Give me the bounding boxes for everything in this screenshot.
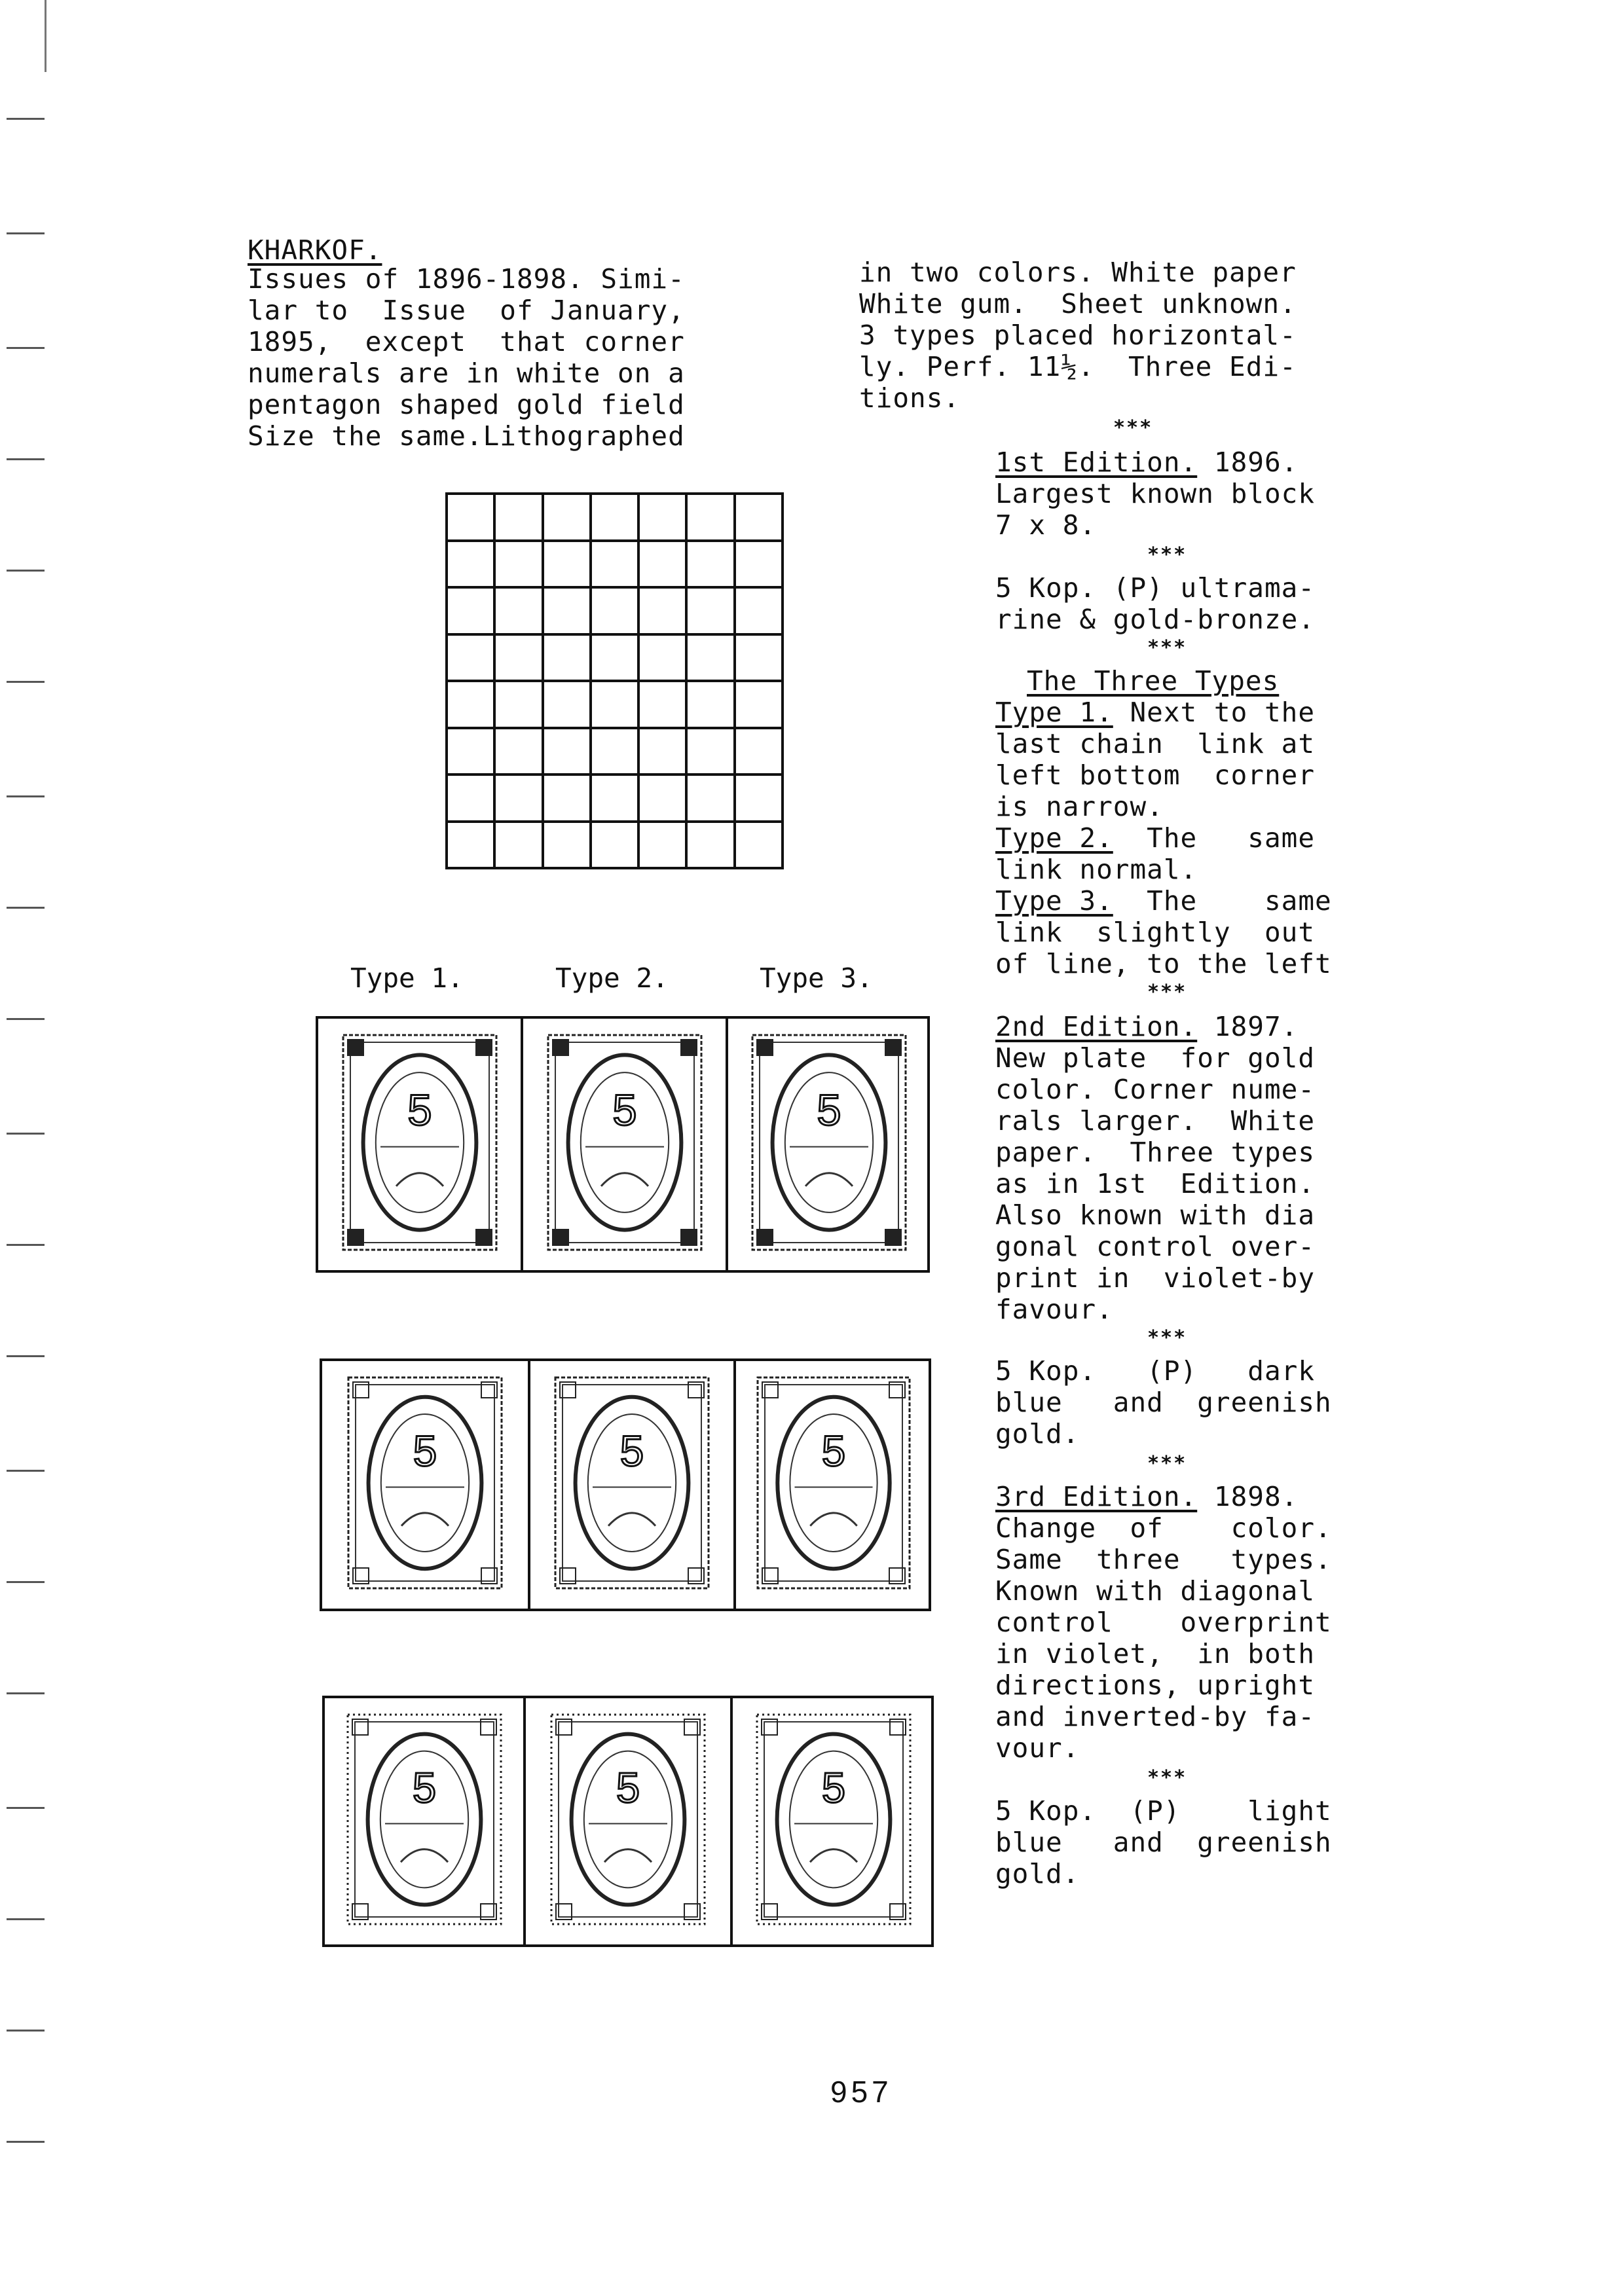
grid-cell xyxy=(736,495,784,542)
stamp-perforation xyxy=(348,1377,502,1588)
type-3-text: The same xyxy=(1113,885,1332,917)
margin-tick xyxy=(7,1244,45,1246)
type-3-line xyxy=(995,885,1332,917)
stamp-perforation xyxy=(555,1377,709,1588)
type-2-line xyxy=(995,822,1315,854)
type-1-line: is narrow. xyxy=(995,791,1164,822)
stamp-type-2 xyxy=(523,1019,728,1270)
grid-cell xyxy=(736,776,784,823)
grid-cell xyxy=(496,729,544,776)
edition-2-line: gonal control over- xyxy=(995,1231,1315,1262)
edition-1-line: 7 x 8. xyxy=(995,509,1097,541)
grid-cell xyxy=(544,729,592,776)
type-label: Type 3. xyxy=(760,962,873,994)
grid-cell xyxy=(448,542,496,589)
margin-tick xyxy=(7,458,45,460)
right-intro-line: White gum. Sheet unknown. xyxy=(859,288,1297,319)
edition-3-line: Same three types. xyxy=(995,1544,1332,1575)
separator: *** xyxy=(1147,636,1187,659)
left-line: lar to Issue of January, xyxy=(248,295,685,326)
stamp-image xyxy=(756,1376,912,1590)
margin-tick xyxy=(7,1133,45,1135)
grid-cell xyxy=(688,542,735,589)
edition-2-line: favour. xyxy=(995,1294,1113,1325)
stamp-numeral: 5 xyxy=(616,1763,640,1812)
stamp-image xyxy=(546,1033,703,1252)
stamp-oval-frame xyxy=(369,1397,482,1569)
margin-tick xyxy=(7,795,45,797)
grid-cell xyxy=(496,776,544,823)
grid-cell xyxy=(736,729,784,776)
edition-1-line: Largest known block xyxy=(995,478,1315,509)
grid-cell xyxy=(592,776,640,823)
grid-cell xyxy=(448,495,496,542)
separator: *** xyxy=(1147,1766,1187,1789)
stamp-type-1 xyxy=(322,1361,530,1609)
grid-cell xyxy=(736,542,784,589)
left-line: pentagon shaped gold field xyxy=(248,389,685,420)
edition-2-line: color. Corner nume- xyxy=(995,1074,1315,1105)
margin-tick xyxy=(7,1355,45,1357)
separator: *** xyxy=(1147,1452,1187,1475)
type-1-line: last chain link at xyxy=(995,728,1315,759)
stamp-numeral: 5 xyxy=(407,1086,432,1135)
margin-tick xyxy=(7,2030,45,2032)
type-3-label: Type 3. xyxy=(995,885,1113,917)
stamp-oval-frame xyxy=(777,1734,890,1905)
type-2-label: Type 2. xyxy=(995,822,1113,854)
grid-cell xyxy=(640,636,688,683)
grid-cell xyxy=(640,729,688,776)
kop-3-line: blue and greenish xyxy=(995,1827,1332,1858)
stamp-chain-link xyxy=(396,1173,443,1186)
edition-2-line: rals larger. White xyxy=(995,1105,1315,1137)
separator: *** xyxy=(1147,543,1187,566)
grid-cell xyxy=(640,823,688,870)
stamp-numeral: 5 xyxy=(612,1086,637,1135)
type-1-line: left bottom corner xyxy=(995,759,1315,791)
stamp-image xyxy=(755,1713,912,1926)
margin-tick xyxy=(7,1581,45,1583)
separator: *** xyxy=(1147,1326,1187,1349)
stamp-chain-link xyxy=(810,1513,857,1526)
stamp-perforation xyxy=(548,1035,701,1250)
margin-tick xyxy=(7,1918,45,1920)
edition-2-line: paper. Three types xyxy=(995,1137,1315,1168)
edition-2-year: 1897. xyxy=(1197,1011,1299,1042)
stamp-numeral: 5 xyxy=(619,1427,644,1475)
stamp-chain-link xyxy=(401,1850,448,1863)
stamp-type-3 xyxy=(733,1698,934,1944)
stamp-chain-link xyxy=(810,1850,857,1863)
edition-2-line: as in 1st Edition. xyxy=(995,1168,1315,1199)
margin-tick xyxy=(7,1470,45,1472)
type-3-line: link slightly out xyxy=(995,917,1315,948)
grid-cell xyxy=(640,776,688,823)
stamp-corner-numeral xyxy=(757,1040,773,1055)
edition-3-year: 1898. xyxy=(1197,1481,1299,1512)
grid-cell xyxy=(448,589,496,636)
grid-cell xyxy=(688,729,735,776)
stamp-type-2 xyxy=(530,1361,736,1609)
grid-cell xyxy=(592,589,640,636)
stamp-image xyxy=(549,1713,707,1926)
grid-cell xyxy=(592,823,640,870)
right-intro-line: 3 types placed horizontal- xyxy=(859,319,1297,351)
stamp-oval-frame xyxy=(572,1734,685,1905)
kop-3-line: 5 Kop. (P) light xyxy=(995,1795,1332,1827)
stamp-numeral: 5 xyxy=(817,1086,841,1135)
stamp-perforation xyxy=(752,1035,906,1250)
grid-cell xyxy=(640,589,688,636)
page-number: 957 xyxy=(830,2075,893,2109)
left-line: numerals are in white on a xyxy=(248,357,685,389)
kop-2-line: 5 Kop. (P) dark xyxy=(995,1355,1315,1387)
margin-tick xyxy=(7,1018,45,1020)
separator: *** xyxy=(1113,416,1153,439)
kop-2-line: blue and greenish xyxy=(995,1387,1332,1418)
grid-cell xyxy=(688,776,735,823)
edition-1-year: 1896. xyxy=(1197,446,1299,478)
grid-cell xyxy=(544,823,592,870)
margin-rail xyxy=(45,0,46,72)
stamp-oval-frame xyxy=(777,1397,889,1569)
edition-1-heading: 1st Edition. xyxy=(995,446,1198,478)
stamp-corner-numeral xyxy=(757,1230,773,1245)
grid-cell xyxy=(640,542,688,589)
stamp-strip-edition-2 xyxy=(320,1358,931,1611)
type-1-text: Next to the xyxy=(1113,697,1316,728)
stamp-corner-numeral xyxy=(348,1040,363,1055)
grid-cell xyxy=(688,636,735,683)
grid-cell xyxy=(496,823,544,870)
stamp-perforation xyxy=(343,1035,496,1250)
grid-cell xyxy=(496,542,544,589)
edition-3-line: vour. xyxy=(995,1732,1080,1764)
type-1-line xyxy=(995,697,1315,728)
kop-3-line: gold. xyxy=(995,1858,1080,1889)
grid-cell xyxy=(448,636,496,683)
stamp-type-3 xyxy=(736,1361,931,1609)
stamp-numeral: 5 xyxy=(821,1763,845,1812)
grid-cell xyxy=(544,776,592,823)
edition-3-line: control overprint xyxy=(995,1607,1332,1638)
stamp-corner-numeral xyxy=(885,1040,901,1055)
stamp-chain-link xyxy=(608,1513,655,1526)
type-2-line: link normal. xyxy=(995,854,1198,885)
edition-heading xyxy=(995,1481,1298,1512)
grid-cell xyxy=(496,682,544,729)
kop-1-line: 5 Kop. (P) ultrama- xyxy=(995,572,1315,604)
stamp-chain-link xyxy=(601,1173,648,1186)
grid-cell xyxy=(736,589,784,636)
grid-cell xyxy=(448,823,496,870)
edition-3-line: Change of color. xyxy=(995,1512,1332,1544)
grid-cell xyxy=(736,823,784,870)
grid-cell xyxy=(496,636,544,683)
edition-2-line: New plate for gold xyxy=(995,1042,1315,1074)
stamp-strip-edition-1 xyxy=(316,1016,930,1273)
stamp-numeral: 5 xyxy=(412,1763,436,1812)
grid-cell xyxy=(736,682,784,729)
edition-3-line: and inverted-by fa- xyxy=(995,1701,1315,1732)
section-heading: KHARKOF. xyxy=(248,234,382,266)
grid-cell xyxy=(496,495,544,542)
stamp-corner-numeral xyxy=(348,1230,363,1245)
grid-cell xyxy=(640,495,688,542)
grid-cell xyxy=(496,589,544,636)
stamp-perforation xyxy=(348,1715,501,1924)
grid-cell xyxy=(592,729,640,776)
grid-cell xyxy=(448,729,496,776)
grid-cell xyxy=(592,636,640,683)
right-intro-line: ly. Perf. 11½. Three Edi- xyxy=(859,351,1297,382)
grid-cell xyxy=(544,542,592,589)
grid-cell xyxy=(688,682,735,729)
grid-cell xyxy=(592,542,640,589)
edition-3-line: in violet, in both xyxy=(995,1638,1315,1669)
kop-2-line: gold. xyxy=(995,1418,1080,1449)
stamp-oval-frame xyxy=(773,1055,886,1230)
stamp-chain-link xyxy=(401,1513,449,1526)
margin-tick xyxy=(7,1807,45,1809)
margin-tick xyxy=(7,1692,45,1694)
edition-3-heading: 3rd Edition. xyxy=(995,1481,1198,1512)
grid-cell xyxy=(544,682,592,729)
stamp-corner-numeral xyxy=(476,1040,492,1055)
grid-cell xyxy=(544,589,592,636)
stamp-numeral: 5 xyxy=(821,1427,846,1475)
stamp-corner-numeral xyxy=(476,1230,492,1245)
stamp-type-1 xyxy=(318,1019,523,1270)
stamp-corner-numeral xyxy=(681,1230,697,1245)
stamp-perforation xyxy=(757,1715,910,1924)
grid-cell xyxy=(688,823,735,870)
grid-cell xyxy=(592,682,640,729)
type-3-line: of line, to the left xyxy=(995,948,1332,979)
stamp-chain-link xyxy=(805,1173,853,1186)
edition-3-line: directions, upright xyxy=(995,1669,1315,1701)
grid-cell xyxy=(448,776,496,823)
stamp-strip-edition-3 xyxy=(322,1696,934,1947)
right-intro-line: in two colors. White paper xyxy=(859,257,1297,288)
separator: *** xyxy=(1147,981,1187,1004)
stamp-corner-numeral xyxy=(553,1040,568,1055)
type-label: Type 1. xyxy=(350,962,464,994)
right-intro-line: tions. xyxy=(859,382,961,414)
grid-cell xyxy=(736,636,784,683)
binder-margin xyxy=(0,0,79,2296)
edition-heading xyxy=(995,446,1298,478)
margin-tick xyxy=(7,681,45,683)
stamp-image xyxy=(553,1376,710,1590)
stamp-perforation xyxy=(551,1715,705,1924)
type-1-label: Type 1. xyxy=(995,697,1113,728)
stamp-perforation xyxy=(758,1377,910,1588)
grid-cell xyxy=(640,682,688,729)
edition-2-line: print in violet-by xyxy=(995,1262,1315,1294)
stamp-corner-numeral xyxy=(553,1230,568,1245)
grid-cell xyxy=(688,589,735,636)
stamp-corner-numeral xyxy=(681,1040,697,1055)
margin-tick xyxy=(7,570,45,572)
stamp-type-3 xyxy=(728,1019,930,1270)
grid-cell xyxy=(544,636,592,683)
edition-heading xyxy=(995,1011,1298,1042)
three-types-heading: The Three Types xyxy=(1027,665,1280,697)
stamp-oval-frame xyxy=(367,1734,481,1905)
left-line: 1895, except that corner xyxy=(248,326,685,357)
grid-cell xyxy=(688,495,735,542)
stamp-chain-link xyxy=(604,1850,652,1863)
edition-2-heading: 2nd Edition. xyxy=(995,1011,1198,1042)
edition-2-line: Also known with dia xyxy=(995,1199,1315,1231)
margin-tick xyxy=(7,2141,45,2143)
stamp-numeral: 5 xyxy=(413,1427,437,1475)
margin-tick xyxy=(7,232,45,234)
grid-cell xyxy=(592,495,640,542)
block-grid-diagram xyxy=(445,492,784,869)
stamp-image xyxy=(346,1376,504,1590)
stamp-oval-frame xyxy=(568,1055,681,1230)
stamp-type-2 xyxy=(526,1698,733,1944)
edition-3-line: Known with diagonal xyxy=(995,1575,1315,1607)
left-line: Issues of 1896-1898. Simi- xyxy=(248,263,685,295)
left-line: Size the same.Lithographed xyxy=(248,420,685,452)
stamp-image xyxy=(346,1713,503,1926)
stamp-image xyxy=(750,1033,908,1252)
stamp-image xyxy=(341,1033,498,1252)
type-2-text: The same xyxy=(1113,822,1316,854)
stamp-oval-frame xyxy=(363,1055,476,1230)
kop-1-line: rine & gold-bronze. xyxy=(995,604,1315,635)
type-label: Type 2. xyxy=(555,962,669,994)
stamp-type-1 xyxy=(325,1698,526,1944)
stamp-oval-frame xyxy=(576,1397,689,1569)
margin-tick xyxy=(7,347,45,349)
margin-tick xyxy=(7,907,45,909)
margin-tick xyxy=(7,118,45,120)
grid-cell xyxy=(544,495,592,542)
grid-cell xyxy=(448,682,496,729)
stamp-corner-numeral xyxy=(885,1230,901,1245)
